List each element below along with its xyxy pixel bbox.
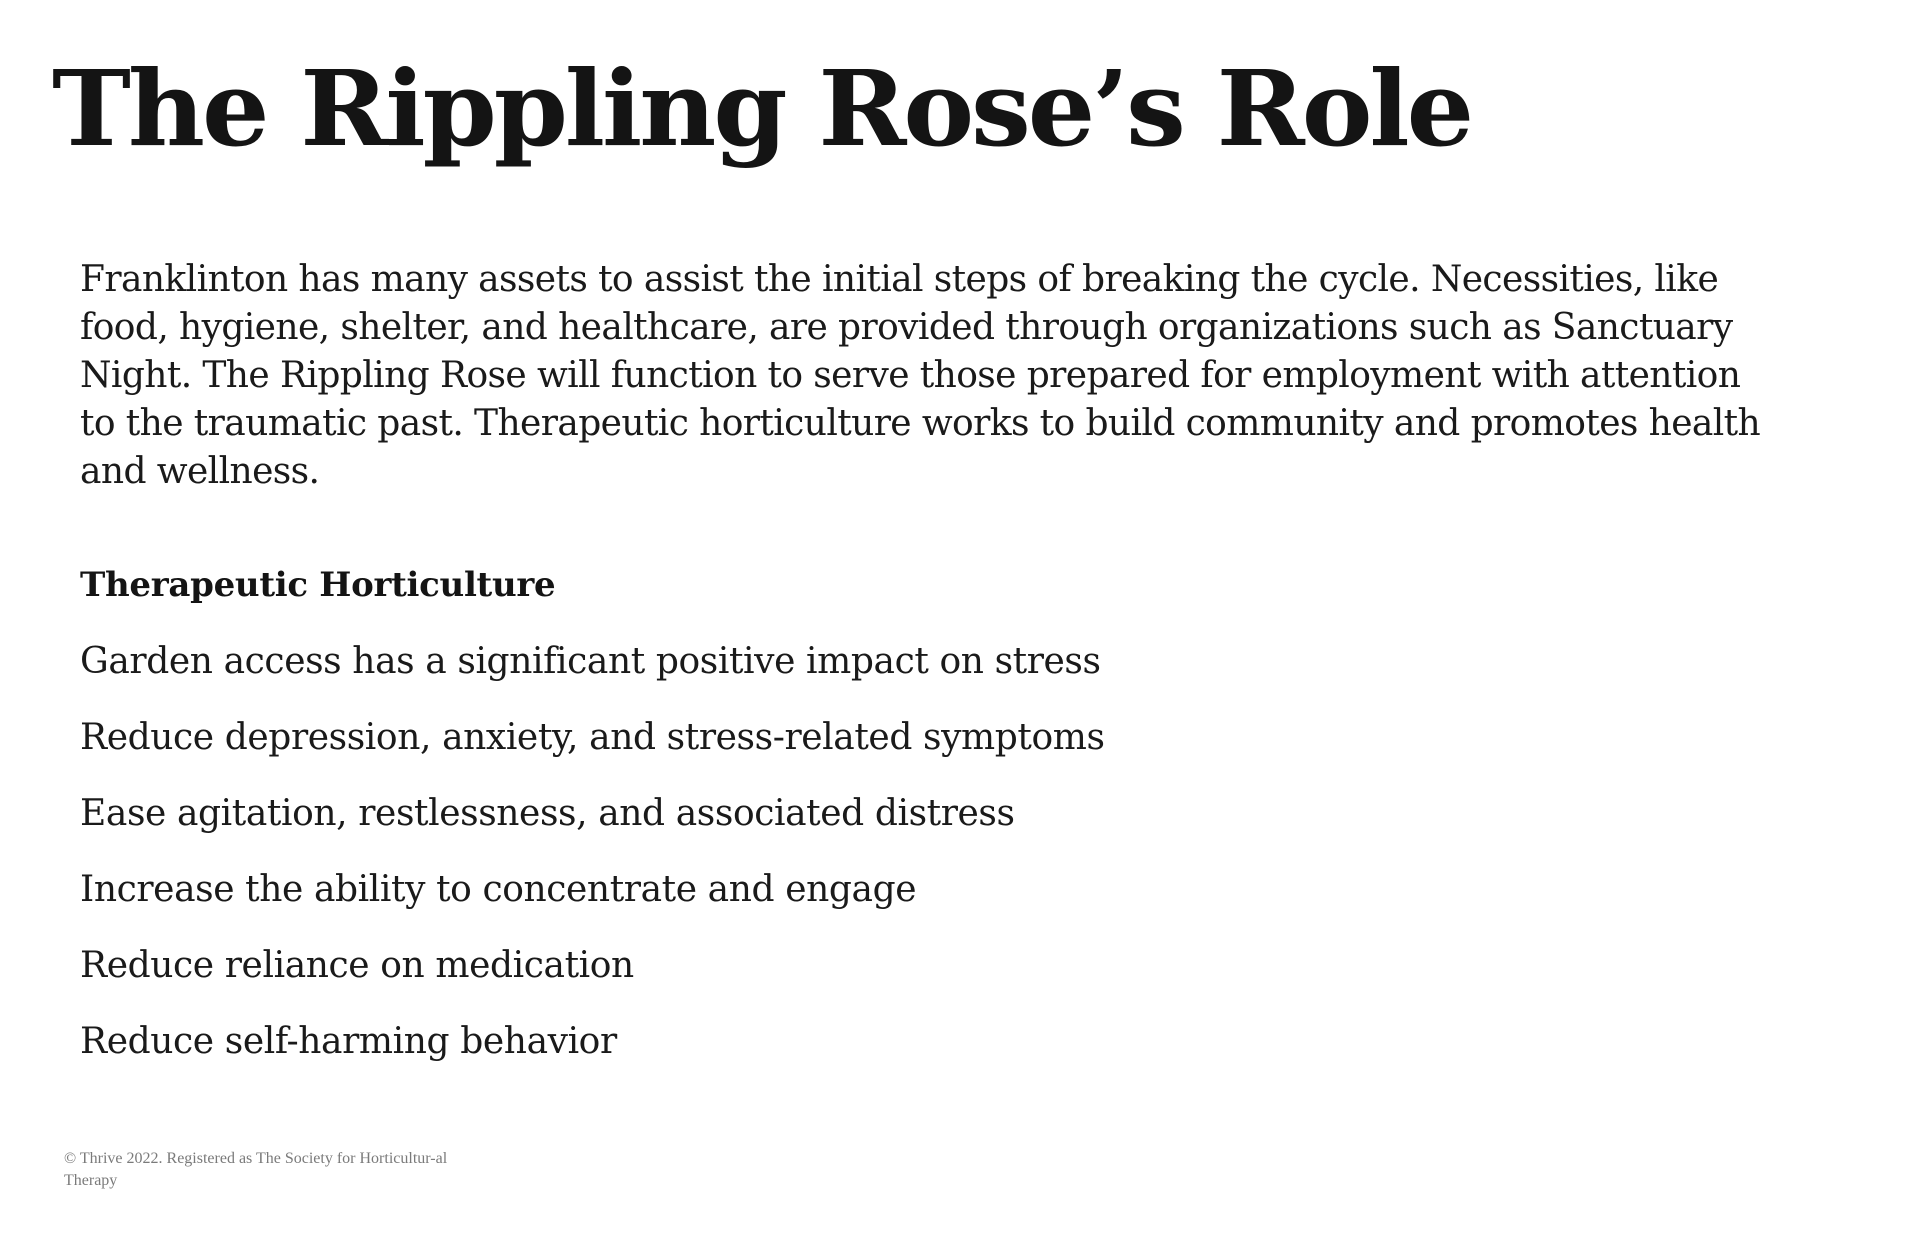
benefit-item: Garden access has a significant positive impact on stress [80,641,1101,682]
section-heading: Therapeutic Horticulture [80,565,556,605]
page-title: The Rippling Rose’s Role [52,47,1472,170]
benefits-list [80,638,1105,1094]
benefit-item: Reduce self-harming behavior [80,1021,617,1062]
benefit-item: Reduce depression, anxiety, and stress-related symptoms [80,717,1105,758]
benefit-item: Reduce reliance on medication [80,945,634,986]
copyright-footer: © Thrive 2022. Registered as The Society for Horticultur-al Therapy [64,1150,448,1189]
benefit-item: Ease agitation, restlessness, and associated distress [80,793,1015,834]
intro-paragraph: Franklinton has many assets to assist the initial steps of breaking the cycle. Necessities, like food, hygiene, shelter, and healthcare, are provided through organizations such as Sanctuary Night. The Rippling Rose will function to serve those prepared for employment with attention to the traumatic past. Therapeutic horticulture works to build community and promotes health and wellness. [80,259,1761,492]
benefit-item: Increase the ability to concentrate and engage [80,869,917,910]
